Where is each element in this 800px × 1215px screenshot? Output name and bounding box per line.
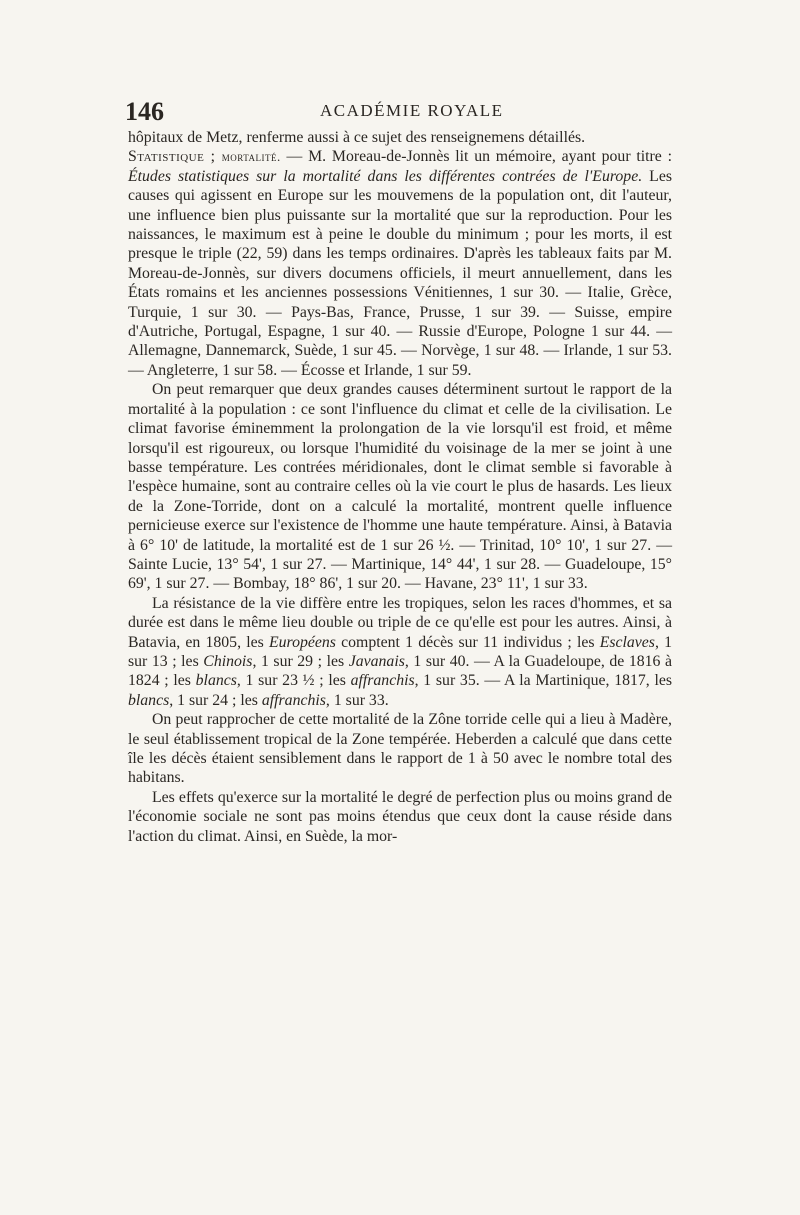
text-segment: , 1 sur 40. — A la Guadeloupe, de 1816 à 1824 ; les (128, 652, 672, 690)
text-segment: comptent 1 décès sur 11 individus ; les (335, 633, 600, 651)
body-text (128, 128, 672, 846)
styled-text-segment: Esclaves (599, 633, 655, 651)
paragraph (128, 594, 672, 710)
styled-text-segment: mortalité. (221, 149, 281, 165)
styled-text-segment: blancs (128, 691, 170, 709)
styled-text-segment: Chinois (203, 652, 253, 670)
text-segment: — M. Moreau-de-Jonnès lit un mémoire, ayant pour titre : (280, 148, 672, 166)
paragraph (128, 147, 672, 380)
text-segment: , 1 sur 33. (325, 691, 389, 709)
text-segment: Les causes qui agissent en Europe sur les mouvemens de la population ont, dit l'auteur, une influence bien plus puissante sur la mortalité que sur la reproduction. Pour les naissances, le maximum est à peine le double du minimum ; pour les morts, il est presque le triple (22, 59) dans les temps ordinaires. D'après les tableaux faits par M. Moreau-de-Jonnès, sur divers documens officiels, il meurt annuellement, dans les États romains et les anciennes possessions Vénitiennes, 1 sur 30. — Italie, Grèce, Turquie, 1 sur 30. — Pays-Bas, France, Prusse, 1 sur 39. — Suisse, empire d'Autriche, Portugal, Espagne, 1 sur 40. — Russie d'Europe, Pologne 1 sur 44. — Allemagne, Dannemarck, Suède, 1 sur 45. — Norvège, 1 sur 48. — Irlande, 1 sur 53. — Angleterre, 1 sur 58. — Écosse et Irlande, 1 sur 59. (128, 167, 672, 379)
page-number: 146 (125, 97, 164, 126)
paragraph (128, 710, 672, 788)
styled-text-segment: Études statistiques sur la mortalité dans les différentes contrées de l'Europe. (128, 167, 643, 185)
page-header (125, 97, 685, 127)
text-segment: , 1 sur 29 ; les (252, 652, 349, 670)
styled-text-segment: affranchis (350, 672, 415, 690)
styled-text-segment: affranchis (261, 691, 326, 709)
styled-text-segment: Statistique ; (128, 148, 222, 166)
paragraph (128, 128, 672, 147)
paragraph (128, 788, 672, 846)
text-segment: , 1 sur 35. — A la Martinique, 1817, les (414, 672, 672, 690)
text-segment: On peut remarquer que deux grandes causes déterminent surtout le rapport de la mortalité à la population : ce sont l'influence du climat et celle de la civilisation. Le climat favorise éminemment la prolongation de la vie lorsqu'il est froid, et même lorsqu'il est rigoureux, ou lorsque l'humidité du voisinage de la mer se joint à une basse température. Les contrées méridionales, dont le climat semble si favorable à l'espèce humaine, sont au contraire celles où la vie court le plus de hasards. Les lieux de la Zone-Torride, dont on a calculé la mortalité, montrent quelle influence pernicieuse exerce sur l'existence de l'homme une haute température. Ainsi, à Batavia à 6° 10' de latitude, la mortalité est de 1 sur 26 ½. — Trinitad, 10° 10', 1 sur 27. — Sainte Lucie, 13° 54', 1 sur 27. — Martinique, 14° 44', 1 sur 28. — Guadeloupe, 15° 69', 1 sur 27. — Bombay, 18° 86', 1 sur 20. — Havane, 23° 11', 1 sur 33. (128, 381, 672, 593)
paragraph (128, 380, 672, 593)
text-segment: On peut rapprocher de cette mortalité de la Zône torride celle qui a lieu à Madère, le seul établissement tropical de la Zone tempérée. Heberden a calculé que dans cette île les décès étaient sensiblement dans le rapport de 1 à 50 avec le nombre total des habitans. (128, 711, 672, 787)
text-segment: , 1 sur 24 ; les (169, 691, 262, 709)
styled-text-segment: blancs (195, 672, 237, 690)
text-segment: Les effets qu'exerce sur la mortalité le degré de perfection plus ou moins grand de l'économie sociale ne sont pas moins étendus que ceux dont la cause réside dans l'action du climat. Ainsi, en Suède, la mor- (128, 788, 672, 845)
styled-text-segment: Européens (268, 633, 336, 651)
text-segment: La résistance de la vie diffère entre les tropiques, selon les races d'hommes, et sa durée est dans le même lieu double ou triple de ce qu'elle est pour les autres. Ainsi, à Batavia, en 1805, les (128, 594, 672, 651)
styled-text-segment: Javanais (348, 652, 405, 670)
text-segment: hôpitaux de Metz, renferme aussi à ce sujet des renseignemens détaillés. (128, 129, 586, 146)
text-segment: , 1 sur 23 ½ ; les (236, 672, 351, 690)
text-segment: , 1 sur 13 ; les (128, 633, 673, 670)
running-title: ACADÉMIE ROYALE (320, 101, 504, 120)
